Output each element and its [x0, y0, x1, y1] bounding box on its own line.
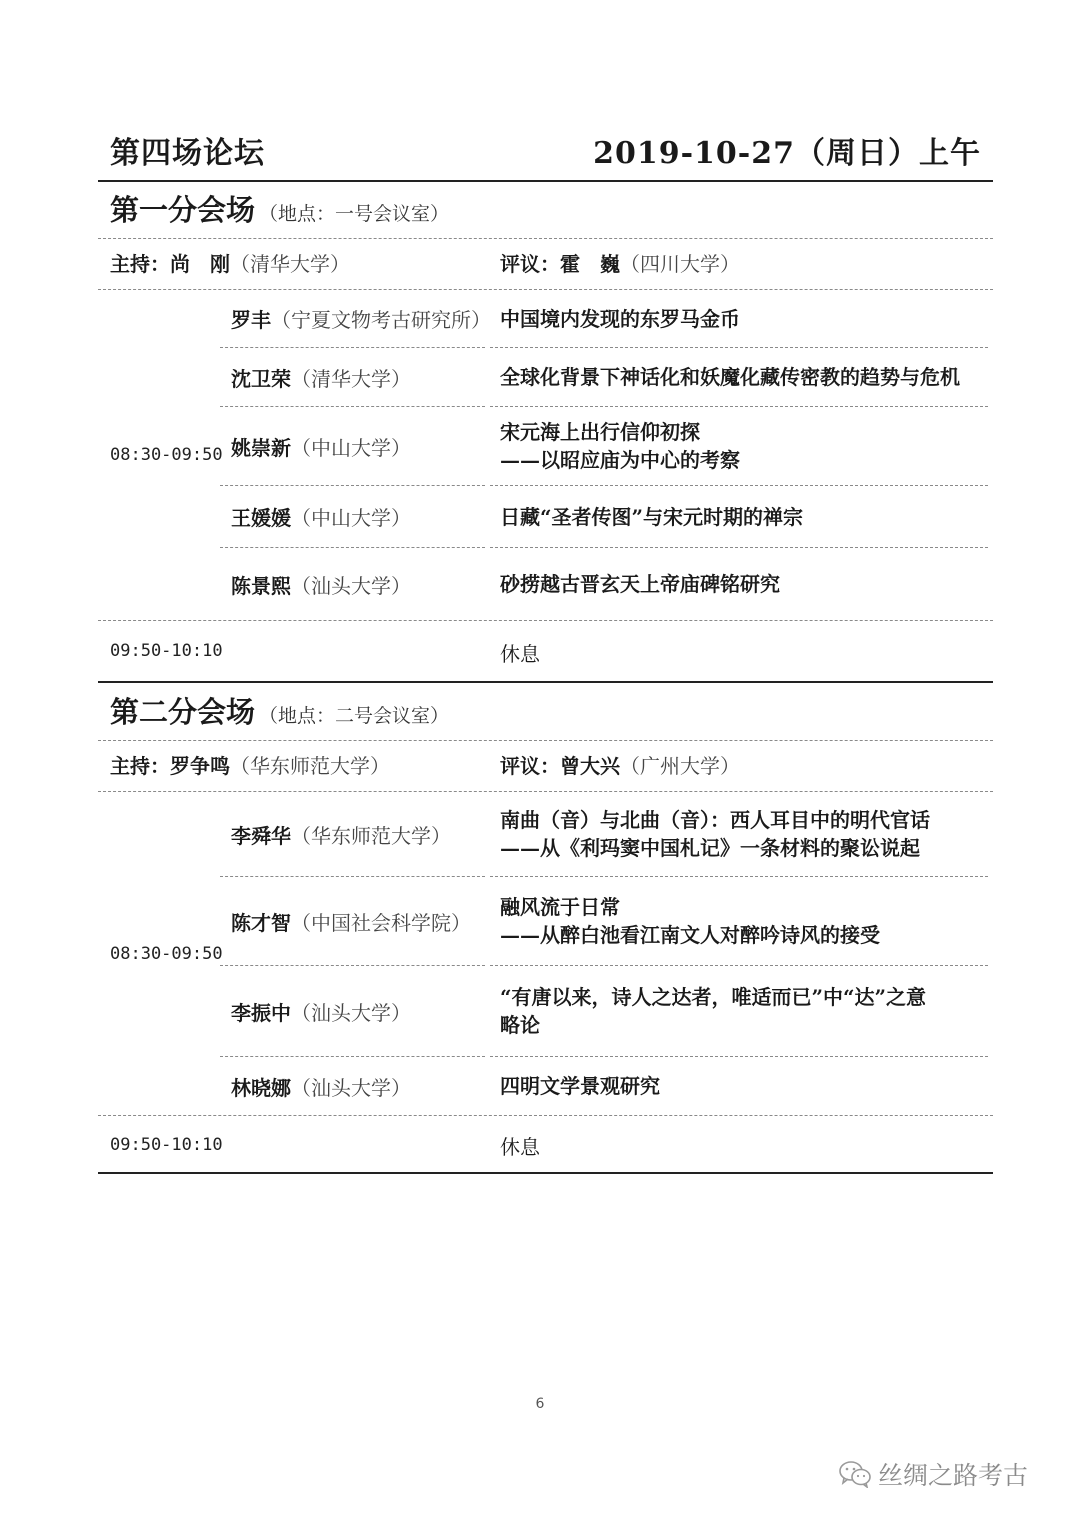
venue-separator: [98, 1172, 993, 1174]
watermark-text: 丝绸之路考古: [878, 1461, 1029, 1490]
speaker-affiliation: （宁夏文物考古研究所）: [271, 308, 491, 332]
talk-title: 四明文学景观研究: [500, 1074, 660, 1098]
talk-title: “有唐以来，诗人之达者，唯适而已”中“达”之意 略论: [500, 985, 927, 1037]
host-name: 尚 刚: [170, 252, 230, 276]
talk-title: 全球化背景下神话化和妖魔化藏传密教的趋势与危机: [500, 365, 960, 389]
break-label: 休息: [500, 1135, 540, 1159]
watermark: [838, 1456, 1028, 1492]
host-row: [98, 741, 993, 791]
speaker-affiliation: （清华大学）: [291, 366, 411, 391]
talk-title: 宋元海上出行信仰初探 ——以昭应庙为中心的考察: [500, 420, 740, 472]
speaker-name: 姚崇新: [231, 435, 291, 460]
talk-row: [98, 1057, 993, 1115]
speaker-affiliation: （中国社会科学院）: [291, 910, 471, 935]
talk-title: 砂捞越古晋玄天上帝庙碑铭研究: [500, 572, 780, 596]
talk-title: 融风流于日常 ——从醉白池看江南文人对醉吟诗风的接受: [500, 895, 880, 947]
commentator-affiliation: （四川大学）: [620, 252, 740, 276]
talk-title: 日藏“圣者传图”与宋元时期的禅宗: [500, 504, 804, 529]
commentator: [500, 741, 740, 791]
host: [110, 239, 350, 289]
host: [110, 741, 390, 791]
venue-separator: [98, 681, 993, 683]
forum-header: [98, 128, 993, 182]
forum-title: 第四场论坛: [110, 136, 265, 171]
break-time: 09:50-10:10: [110, 1135, 223, 1155]
commentator: [500, 239, 740, 289]
speaker-name: 陈景熙: [231, 573, 291, 598]
break-label: 休息: [500, 642, 540, 666]
speaker-name: 陈才智: [231, 910, 291, 935]
talk-row: [98, 548, 993, 620]
venue-location: （地点：一号会议室）: [259, 203, 450, 225]
speaker-name: 王媛媛: [231, 506, 291, 530]
speaker-affiliation: （汕头大学）: [291, 573, 411, 598]
host-label: 主持：: [110, 252, 170, 276]
talk-title: 中国境内发现的东罗马金币: [500, 306, 740, 331]
session-time: 08:30-09:50: [110, 944, 223, 964]
commentator-label: 评议：: [500, 252, 560, 276]
forum-date: 2019-10-27（周日）上午: [593, 136, 981, 171]
speaker-name: 李振中: [231, 1000, 291, 1025]
talk-row: [98, 486, 993, 547]
wechat-icon: [838, 1460, 872, 1488]
divider: [98, 1115, 993, 1116]
commentator-name: 曾大兴: [560, 754, 620, 778]
venue-name: 第一分会场: [110, 193, 256, 227]
speaker-name: 李舜华: [231, 823, 291, 848]
commentator-affiliation: （广州大学）: [620, 754, 740, 778]
talk-row: [98, 792, 993, 876]
venue-header: [98, 684, 993, 740]
speaker-name: 林晓娜: [231, 1075, 291, 1100]
speaker-affiliation: （华东师范大学）: [291, 823, 451, 848]
venue-name: 第二分会场: [110, 695, 256, 729]
talk-row: [98, 348, 993, 406]
venue-header: [98, 182, 993, 238]
commentator-name: 霍 巍: [560, 252, 620, 276]
speaker-affiliation: （汕头大学）: [291, 1000, 411, 1025]
talk-row: [98, 877, 993, 965]
host-row: [98, 239, 993, 289]
speaker-affiliation: （中山大学）: [291, 506, 411, 530]
speaker-name: 沈卫荣: [231, 366, 291, 391]
page-number: 6: [535, 1396, 545, 1412]
talk-row: [98, 290, 993, 347]
session-time: 08:30-09:50: [110, 445, 223, 465]
host-affiliation: （清华大学）: [230, 252, 350, 276]
commentator-label: 评议：: [500, 754, 560, 778]
divider: [98, 620, 993, 621]
venue-location: （地点：二号会议室）: [259, 705, 450, 727]
speaker-affiliation: （中山大学）: [291, 435, 411, 460]
talk-title: 南曲（音）与北曲（音）：西人耳目中的明代官话 ——从《利玛窦中国札记》一条材料的聚讼说起: [500, 808, 930, 860]
speaker-name: 罗丰: [231, 308, 271, 332]
host-label: 主持：: [110, 754, 170, 778]
break-time: 09:50-10:10: [110, 641, 223, 661]
talk-row: [98, 407, 993, 485]
host-affiliation: （华东师范大学）: [230, 754, 390, 778]
host-name: 罗争鸣: [170, 754, 230, 778]
talk-row: [98, 966, 993, 1056]
speaker-affiliation: （汕头大学）: [291, 1075, 411, 1100]
